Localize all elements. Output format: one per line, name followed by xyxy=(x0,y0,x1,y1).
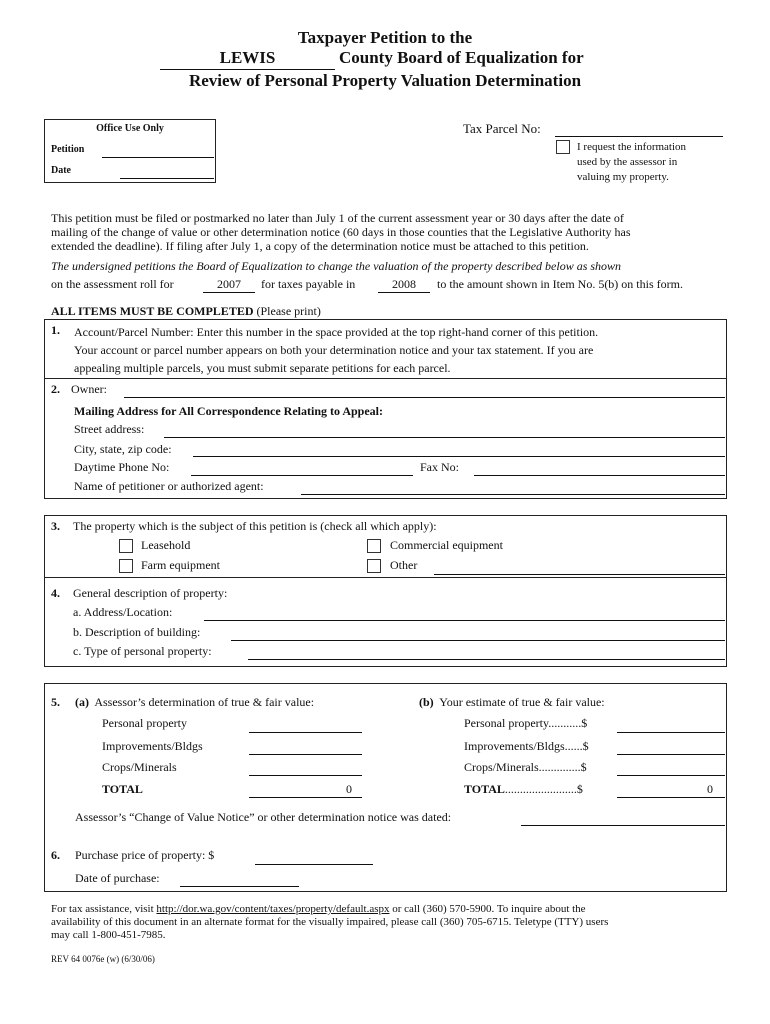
city-label: City, state, zip code: xyxy=(74,442,172,456)
form-title-line3: Review of Personal Property Valuation Determination xyxy=(188,71,582,90)
petition-label: Petition xyxy=(51,144,85,155)
item5b-heading: (b) Your estimate of true & fair value: xyxy=(419,695,605,709)
item3-text: The property which is the subject of this petition is (check all which apply): xyxy=(73,519,437,533)
other-checkbox[interactable] xyxy=(367,559,381,573)
other-field[interactable] xyxy=(434,574,725,575)
a-crops-field[interactable] xyxy=(249,775,362,776)
commercial-equipment-label: Commercial equipment xyxy=(390,538,503,552)
roll-mid-text: for taxes payable in xyxy=(261,277,356,291)
tax-parcel-field[interactable] xyxy=(555,136,723,137)
county-underline xyxy=(160,69,335,70)
office-use-box xyxy=(44,119,216,183)
assessment-year-line xyxy=(203,292,255,293)
petition-statement: The undersigned petitions the Board of Equalization to change the valuation of the property described below as shown xyxy=(51,259,622,273)
b-improvements-field[interactable] xyxy=(617,754,725,755)
phone-label: Daytime Phone No: xyxy=(74,460,170,474)
owner-field[interactable] xyxy=(124,397,725,398)
notice-date-field[interactable] xyxy=(521,825,725,826)
street-field[interactable] xyxy=(164,437,725,438)
purchase-date-label: Date of purchase: xyxy=(75,871,160,885)
request-info-checkbox[interactable] xyxy=(556,140,570,154)
b-total-value[interactable]: 0 xyxy=(707,782,713,796)
a-improvements-field[interactable] xyxy=(249,754,362,755)
date-label: Date xyxy=(51,165,71,176)
item1-text: Account/Parcel Number: Enter this number in the space provided at the top right-hand corner of this petition. Your account or parcel number appears on both your determination notice and your tax statement. If you are appealing multiple parcels, you must submit separate petitions for each parcel. xyxy=(74,325,599,375)
agent-field[interactable] xyxy=(301,494,725,495)
a-total-label: TOTAL xyxy=(102,782,143,796)
a-personal-label: Personal property xyxy=(102,716,187,730)
a-total-field xyxy=(249,797,362,798)
fax-field[interactable] xyxy=(474,475,725,476)
request-info-text: I request the information used by the assessor in valuing my property. xyxy=(577,141,687,183)
payable-year[interactable]: 2008 xyxy=(392,277,416,291)
phone-field[interactable] xyxy=(191,475,413,476)
office-use-title: Office Use Only xyxy=(96,123,164,134)
payable-year-line xyxy=(378,292,430,293)
b-crops-label: Crops/Minerals..............$ xyxy=(464,760,587,774)
b-total-label: TOTAL........................$ xyxy=(464,782,583,796)
mailing-heading: Mailing Address for All Correspondence Relating to Appeal: xyxy=(74,404,384,418)
personal-property-type-field[interactable] xyxy=(248,659,725,660)
tax-assistance-link[interactable]: http://dor.wa.gov/content/taxes/property/default.aspx xyxy=(156,903,390,915)
a-total-value[interactable]: 0 xyxy=(346,782,352,796)
b-crops-field[interactable] xyxy=(617,775,725,776)
purchase-date-field[interactable] xyxy=(180,886,299,887)
a-crops-label: Crops/Minerals xyxy=(102,760,177,774)
personal-property-type-label: c. Type of personal property: xyxy=(73,644,212,658)
other-label: Other xyxy=(390,558,418,572)
building-description-field[interactable] xyxy=(231,640,725,641)
item4-text: General description of property: xyxy=(73,586,228,600)
notice-date-label: Assessor’s “Change of Value Notice” or other determination notice was dated: xyxy=(75,810,452,824)
item2-number: 2. xyxy=(51,382,60,396)
b-personal-label: Personal property...........$ xyxy=(464,716,588,730)
city-field[interactable] xyxy=(193,456,725,457)
item1-divider xyxy=(44,378,726,379)
assessment-year[interactable]: 2007 xyxy=(217,277,241,291)
purchase-price-label: Purchase price of property: $ xyxy=(75,848,215,862)
office-date-field[interactable] xyxy=(120,178,214,179)
farm-equipment-label: Farm equipment xyxy=(141,558,220,572)
address-location-field[interactable] xyxy=(204,620,725,621)
b-personal-field[interactable] xyxy=(617,732,725,733)
b-total-field xyxy=(617,797,725,798)
petition-field[interactable] xyxy=(102,157,214,158)
address-location-label: a. Address/Location: xyxy=(73,605,173,619)
a-improvements-label: Improvements/Bldgs xyxy=(102,739,203,753)
item1-number: 1. xyxy=(51,323,60,337)
commercial-equipment-checkbox[interactable] xyxy=(367,539,381,553)
agent-label: Name of petitioner or authorized agent: xyxy=(74,479,264,493)
leasehold-label: Leasehold xyxy=(141,538,191,552)
tax-parcel-label: Tax Parcel No: xyxy=(463,121,541,136)
b-improvements-label: Improvements/Bldgs......$ xyxy=(464,739,589,753)
all-items-heading: ALL ITEMS MUST BE COMPLETED (Please print) xyxy=(51,304,321,318)
a-personal-field[interactable] xyxy=(249,732,362,733)
form-title-line1: Taxpayer Petition to the xyxy=(297,28,473,47)
county-name: LEWIS xyxy=(219,48,276,67)
purchase-price-field[interactable] xyxy=(255,864,373,865)
item5a-heading: (a) Assessor’s determination of true & fair value: xyxy=(75,695,315,709)
street-label: Street address: xyxy=(74,422,145,436)
item6-number: 6. xyxy=(51,848,60,862)
intro-paragraph: This petition must be filed or postmarked no later than July 1 of the current assessment year or 30 days after the date of mailing of the change of value or other determination notice (60 days in those counties that the Legislative Authority has extended the deadline). If filing after July 1, a copy of the determination notice must be attached to this petition. xyxy=(51,211,631,253)
roll-pre-text: on the assessment roll for xyxy=(51,277,174,291)
footer-text: For tax assistance, visit http://dor.wa.gov/content/taxes/property/default.aspx or call (360) 570-5900. To inquire about the availability of this document in an alternate format for the visually impaired, please call (360) 705-6715. Teletype (TTY) users may call 1-800-451-7985. xyxy=(51,903,609,941)
item4-number: 4. xyxy=(51,586,60,600)
owner-label: Owner: xyxy=(71,382,107,396)
item3-number: 3. xyxy=(51,519,60,533)
item3-divider xyxy=(44,577,726,578)
fax-label: Fax No: xyxy=(420,460,459,474)
leasehold-checkbox[interactable] xyxy=(119,539,133,553)
farm-equipment-checkbox[interactable] xyxy=(119,559,133,573)
item5-number: 5. xyxy=(51,695,60,709)
form-revision: REV 64 0076e (w) (6/30/06) xyxy=(51,954,155,964)
building-description-label: b. Description of building: xyxy=(73,625,201,639)
roll-post-text: to the amount shown in Item No. 5(b) on this form. xyxy=(437,277,683,291)
form-title-line2: County Board of Equalization for xyxy=(339,48,584,67)
